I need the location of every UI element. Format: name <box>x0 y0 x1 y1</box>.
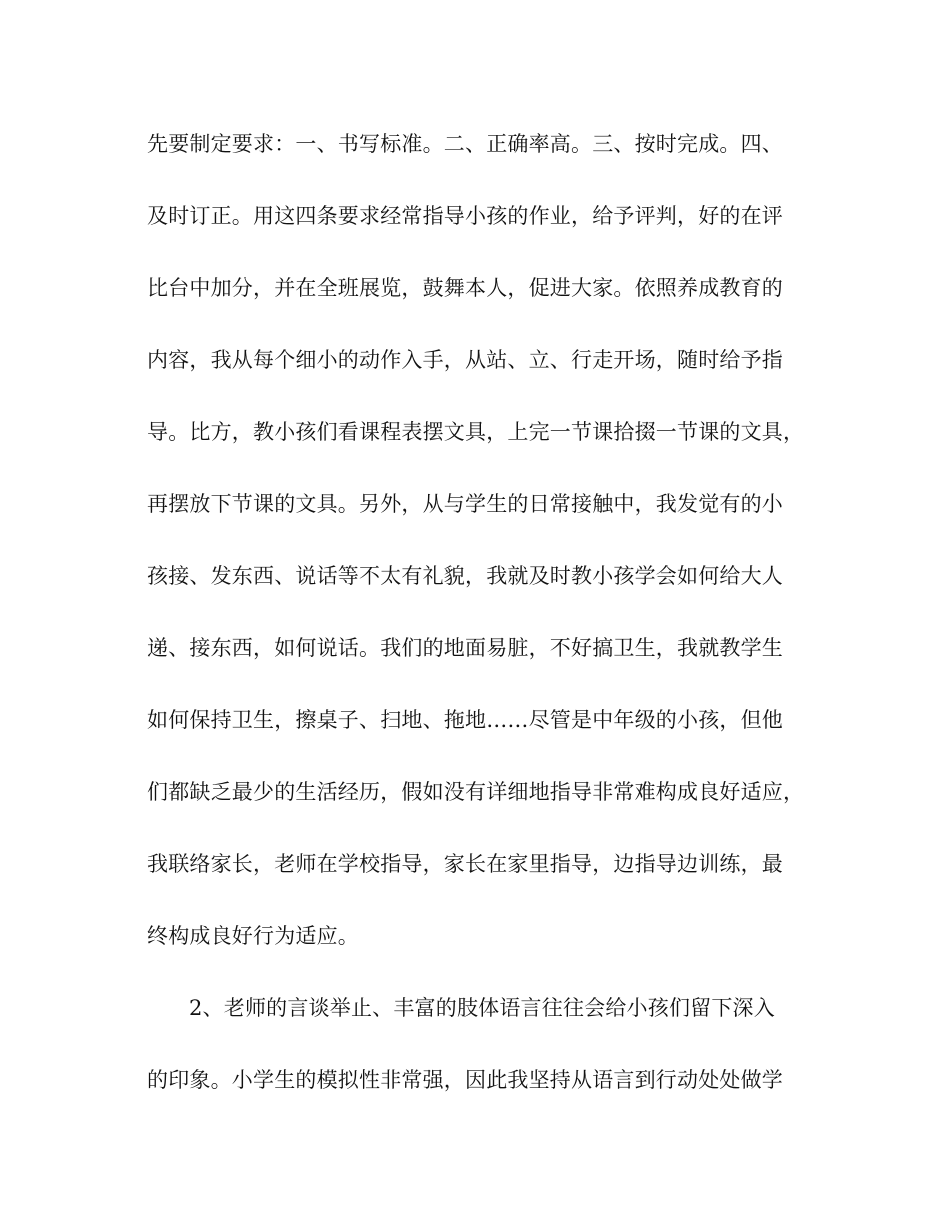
paragraph-line-11: 我联络家长，老师在学校指导，家长在家里指导，边指导边训练，最 <box>147 852 783 876</box>
paragraph-line-10: 们都缺乏最少的生活经历，假如没有详细地指导非常难构成良好适应， <box>147 780 805 804</box>
paragraph-line-6: 再摆放下节课的文具。另外，从与学生的日常接触中，我发觉有的小 <box>147 492 783 516</box>
paragraph-line-12: 终构成良好行为适应。 <box>147 924 359 948</box>
paragraph-line-3: 比台中加分，并在全班展览，鼓舞本人，促进大家。依照养成教育的 <box>147 276 783 300</box>
paragraph-line-7: 孩接、发东西、说话等不太有礼貌，我就及时教小孩学会如何给大人 <box>147 564 783 588</box>
paragraph-line-1: 先要制定要求：一、书写标准。二、正确率高。三、按时完成。四、 <box>147 132 783 156</box>
paragraph-line-8: 递、接东西，如何说话。我们的地面易脏，不好搞卫生，我就教学生 <box>147 636 783 660</box>
numbered-paragraph-line-2: 的印象。小学生的模拟性非常强，因此我坚持从语言到行动处处做学 <box>147 1068 783 1092</box>
paragraph-line-4: 内容，我从每个细小的动作入手，从站、立、行走开场，随时给予指 <box>147 348 783 372</box>
paragraph-line-9: 如何保持卫生，擦桌子、扫地、拖地……尽管是中年级的小孩，但他 <box>147 708 783 732</box>
numbered-paragraph-line-1: 2、老师的言谈举止、丰富的肢体语言往往会给小孩们留下深入 <box>189 996 775 1020</box>
paragraph-line-5: 导。比方，教小孩们看课程表摆文具，上完一节课拾掇一节课的文具， <box>147 420 805 444</box>
paragraph-line-2: 及时订正。用这四条要求经常指导小孩的作业，给予评判，好的在评 <box>147 204 783 228</box>
